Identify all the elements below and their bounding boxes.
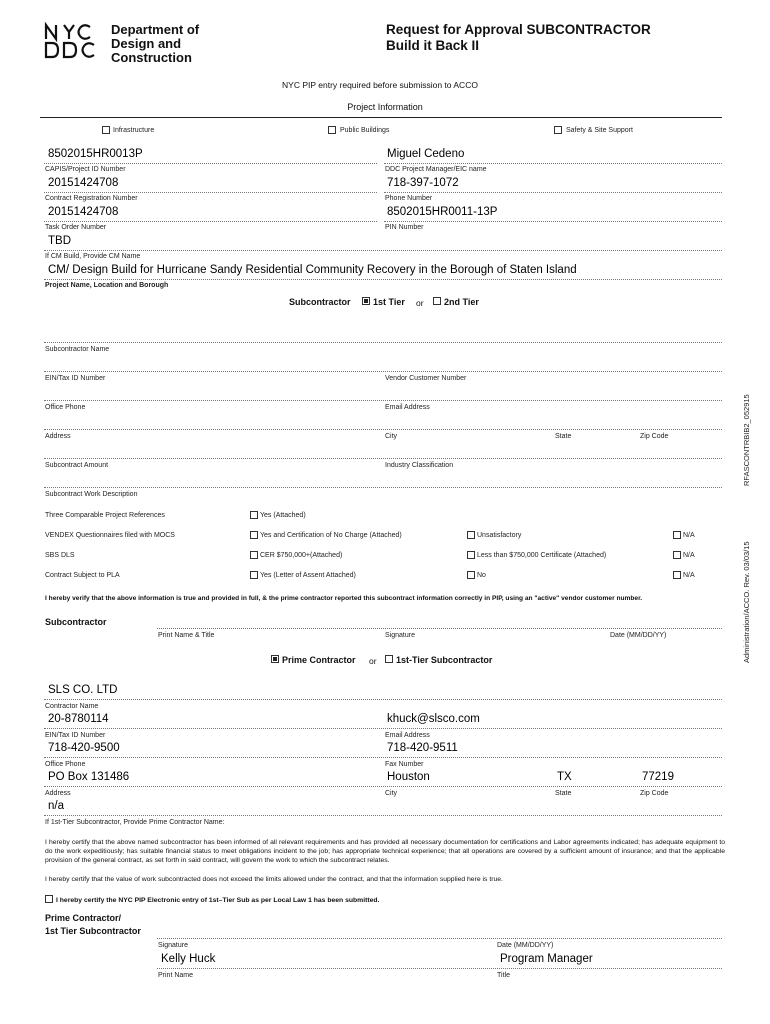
prime-tier1-heading: 1st-Tier Subcontractor: [396, 655, 493, 665]
prime-address-value[interactable]: PO Box 131486: [48, 771, 130, 783]
prime-zip-value[interactable]: 77219: [642, 771, 674, 783]
sbs-label: SBS DLS: [45, 552, 75, 559]
sub-email-label: Email Address: [385, 404, 430, 411]
vendex-unsat-label: Unsatisfactory: [477, 532, 522, 539]
three-refs-label: Three Comparable Project References: [45, 512, 165, 519]
pla-label: Contract Subject to PLA: [45, 572, 120, 579]
prime-office-phone-value[interactable]: 718-420-9500: [48, 742, 120, 754]
tier-or: or: [416, 298, 424, 308]
pla-na-checkbox[interactable]: [673, 571, 681, 579]
admin-rev-vertical: Administration/ACCO. Rev. 03/03/15: [742, 541, 751, 663]
dept-line-1: Department of: [111, 22, 200, 37]
sub-name-label: Subcontractor Name: [45, 346, 110, 353]
prime-contractor-heading: Prime Contractor: [282, 655, 356, 665]
prime-fax-value[interactable]: 718-420-9511: [387, 742, 458, 754]
form-code-vertical: RFASCONTRBIB2_052915: [742, 394, 751, 486]
subcontractor-sig-heading: Subcontractor: [45, 617, 107, 627]
form-title-line-2: Build it Back II: [386, 38, 480, 53]
prime-address-label: Address: [45, 790, 71, 797]
vendex-na-checkbox[interactable]: [673, 531, 681, 539]
pla-no-label: No: [477, 572, 486, 579]
public-buildings-label: Public Buildings: [340, 127, 390, 134]
project-name-value[interactable]: CM/ Design Build for Hurricane Sandy Residential Community Recovery in the Borough of Staten Island: [48, 264, 577, 276]
cm-name-value[interactable]: TBD: [48, 235, 71, 247]
sub-state-label: State: [555, 433, 572, 440]
title-value[interactable]: Program Manager: [500, 953, 593, 965]
sub-industry-label: Industry Classification: [385, 462, 454, 469]
prime-ein-value[interactable]: 20-8780114: [48, 713, 109, 725]
certification-text-1: I hereby certify that the above named subcontractor has been informed of all relevant requirements and has provided all necessary documentation for certifications and Labor agreements indicated; has adequate equipment to do the work expeditiously; has suitable financial status to meet obligations incident to the job; has appropriate technical experience; that all operations are covered by a sufficient amount of insurance; and that the applicable provision of the general contract, as set forth in said contract, will govern the work to which the subcontract relates.: [45, 839, 725, 864]
vendex-na-label: N/A: [683, 532, 695, 539]
tier2-checkbox[interactable]: [433, 297, 441, 305]
sub-city-label: City: [385, 433, 398, 440]
sbs-less-checkbox[interactable]: [467, 551, 475, 559]
subcontractor-tier-heading: Subcontractor: [289, 297, 351, 307]
prime-ein-label: EIN/Tax ID Number: [45, 732, 106, 739]
capis-label: CAPIS/Project ID Number: [45, 166, 126, 173]
task-order-label: Task Order Number: [45, 224, 107, 231]
section-divider: [40, 117, 722, 118]
prime-office-phone-label: Office Phone: [45, 761, 86, 768]
verify-statement: I hereby verify that the above information is true and provided in full, & the prime contractor reported this subcontract information correctly in PIP, using an "active" vendor customer number.: [45, 595, 643, 602]
prime-sig-heading-1: Prime Contractor/: [45, 913, 122, 923]
prime-zip-label: Zip Code: [640, 790, 669, 797]
prime-tier1-checkbox[interactable]: [385, 655, 393, 663]
three-refs-yes-checkbox[interactable]: [250, 511, 258, 519]
infrastructure-checkbox[interactable]: [102, 126, 110, 134]
manager-value[interactable]: Miguel Cedeno: [387, 148, 465, 160]
prime-city-value[interactable]: Houston: [387, 771, 430, 783]
prime-state-label: State: [555, 790, 572, 797]
print-name-label: Print Name: [158, 972, 194, 979]
infrastructure-label: Infrastructure: [113, 127, 155, 134]
tier2-label: 2nd Tier: [444, 297, 479, 307]
pla-yes-label: Yes (Letter of Assent Attached): [260, 572, 356, 579]
pip-note: NYC PIP entry required before submission to ACCO: [282, 80, 478, 90]
contractor-name-label: Contractor Name: [45, 703, 99, 710]
sub-date-label: Date (MM/DD/YY): [610, 632, 667, 639]
sub-print-name-label: Print Name & Title: [158, 632, 215, 639]
dept-line-3: Construction: [111, 50, 192, 65]
sub-amount-label: Subcontract Amount: [45, 462, 109, 469]
contractor-name-value[interactable]: SLS CO. LTD: [48, 684, 118, 696]
print-name-value[interactable]: Kelly Huck: [161, 953, 216, 965]
title-label: Title: [497, 972, 510, 979]
sub-ein-label: EIN/Tax ID Number: [45, 375, 106, 382]
pip-entry-checkbox[interactable]: [45, 895, 53, 903]
vendex-yes-label: Yes and Certification of No Charge (Attached): [260, 532, 402, 539]
safety-checkbox[interactable]: [554, 126, 562, 134]
tier1-prime-name-value[interactable]: n/a: [48, 800, 64, 812]
sub-office-phone-label: Office Phone: [45, 404, 86, 411]
prime-sig-heading-2: 1st Tier Subcontractor: [45, 926, 141, 936]
vendex-yes-checkbox[interactable]: [250, 531, 258, 539]
prime-fax-label: Fax Number: [385, 761, 424, 768]
phone-value[interactable]: 718-397-1072: [387, 177, 459, 189]
vendex-label: VENDEX Questionnaires filed with MOCS: [45, 532, 175, 539]
cm-name-label: If CM Build, Provide CM Name: [45, 253, 141, 260]
sbs-na-checkbox[interactable]: [673, 551, 681, 559]
capis-value[interactable]: 8502015HR0013P: [48, 148, 143, 160]
task-order-value[interactable]: 20151424708: [48, 206, 119, 218]
pin-label: PIN Number: [385, 224, 424, 231]
prime-date-label: Date (MM/DD/YY): [497, 942, 554, 949]
prime-city-label: City: [385, 790, 398, 797]
tier1-checkbox[interactable]: [362, 297, 370, 305]
sub-work-desc-label: Subcontract Work Description: [45, 491, 138, 498]
pla-na-label: N/A: [683, 572, 695, 579]
prime-or: or: [369, 656, 377, 666]
contract-reg-value[interactable]: 20151424708: [48, 177, 119, 189]
sbs-na-label: N/A: [683, 552, 695, 559]
tier1-label: 1st Tier: [373, 297, 405, 307]
vendex-unsat-checkbox[interactable]: [467, 531, 475, 539]
prime-email-label: Email Address: [385, 732, 430, 739]
dept-line-2: Design and: [111, 36, 182, 51]
contract-reg-label: Contract Registration Number: [45, 195, 138, 202]
pla-yes-checkbox[interactable]: [250, 571, 258, 579]
prime-contractor-checkbox[interactable]: [271, 655, 279, 663]
sub-zip-label: Zip Code: [640, 433, 669, 440]
pla-no-checkbox[interactable]: [467, 571, 475, 579]
certification-text-3: I hereby certify the NYC PIP Electronic entry of 1st–Tier Sub as per Local Law 1 has been submitted.: [56, 897, 380, 904]
tier1-prime-name-label: If 1st-Tier Subcontractor, Provide Prime Contractor Name:: [45, 819, 225, 826]
phone-label: Phone Number: [385, 195, 433, 202]
manager-label: DDC Project Manager/EIC name: [385, 166, 487, 173]
form-title-line-1: Request for Approval SUBCONTRACTOR: [386, 22, 651, 37]
sbs-cer-checkbox[interactable]: [250, 551, 258, 559]
nyc-ddc-logo: [44, 22, 102, 60]
sbs-cer-label: CER $750,000+(Attached): [260, 552, 343, 559]
prime-state-value[interactable]: TX: [557, 771, 572, 783]
project-section-title: Project Information: [347, 102, 423, 112]
public-buildings-checkbox[interactable]: [328, 126, 336, 134]
safety-label: Safety & Site Support: [566, 127, 633, 134]
sub-address-label: Address: [45, 433, 71, 440]
pin-value[interactable]: 8502015HR0011-13P: [387, 206, 498, 218]
sub-vendor-label: Vendor Customer Number: [385, 375, 467, 382]
certification-text-2: I hereby certify that the value of work subcontracted does not exceed the limits allowed under the contract, and that the information supplied here is true.: [45, 876, 503, 883]
sbs-less-label: Less than $750,000 Certificate (Attached): [477, 552, 607, 559]
prime-email-value[interactable]: khuck@slsco.com: [387, 713, 480, 725]
project-name-label: Project Name, Location and Borough: [45, 282, 169, 289]
sub-signature-label: Signature: [385, 632, 415, 639]
three-refs-yes-label: Yes (Attached): [260, 512, 306, 519]
prime-signature-label: Signature: [158, 942, 188, 949]
